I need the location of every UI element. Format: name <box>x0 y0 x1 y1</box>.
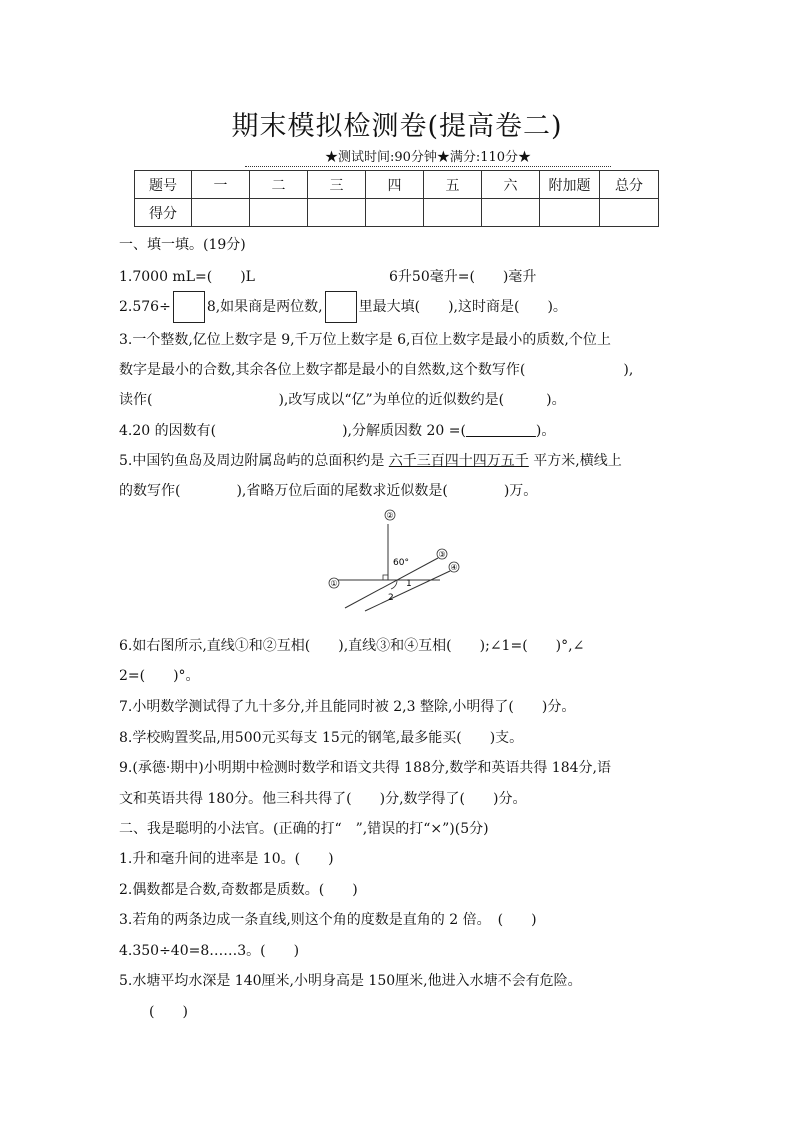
table-cell: 得分 <box>135 199 192 227</box>
table-cell: 附加题 <box>540 171 600 199</box>
question-4 <box>119 422 555 440</box>
label-line-3: ③ <box>438 550 446 559</box>
score-cell[interactable] <box>192 199 250 227</box>
question-6-line-2: 2=( )°。 <box>119 668 200 684</box>
question-text: 5.中国钓鱼岛及周边附属岛屿的总面积约是 <box>119 453 389 469</box>
question-1a: 1.7000 mL=( )L <box>119 269 255 285</box>
table-cell: 四 <box>366 171 424 199</box>
question-3-line-1: 3.一个整数,亿位上数字是 9,千万位上数字是 6,百位上数字是最小的质数,个位上 <box>119 332 611 348</box>
answer-blank[interactable] <box>466 423 536 439</box>
angle-60-label: 60° <box>393 558 409 568</box>
right-angle-mark <box>383 575 388 580</box>
line-4 <box>365 571 450 611</box>
score-cell[interactable] <box>424 199 482 227</box>
judge-question-3: 3.若角的两条边成一条直线,则这个角的度数是直角的 2 倍。 ( ) <box>119 912 537 928</box>
page-title: 期末模拟检测卷(提高卷二) <box>231 111 563 142</box>
table-cell: 题号 <box>135 171 192 199</box>
judge-question-5: 5.水塘平均水深是 140厘米,小明身高是 150厘米,他进入水塘不会有危险。 <box>119 973 582 989</box>
question-3-line-2: 数字是最小的合数,其余各位上数字都是最小的自然数,这个数写作( ), <box>119 362 634 378</box>
label-line-2: ② <box>386 511 394 520</box>
score-cell[interactable] <box>600 199 659 227</box>
question-6-line-1: 6.如右图所示,直线①和②互相( ),直线③和④互相( );∠1=( )°,∠ <box>119 638 585 654</box>
table-cell: 一 <box>192 171 250 199</box>
question-5-line-1 <box>119 452 622 470</box>
question-9-line-1: 9.(承德·期中)小明期中检测时数学和语文共得 188分,数学和英语共得 184分,语 <box>119 760 611 776</box>
question-text: 2.576÷ <box>119 299 171 315</box>
angle-1-label: 1 <box>406 579 412 589</box>
question-7: 7.小明数学测试得了九十多分,并且能同时被 2,3 整除,小明得了( )分。 <box>119 699 576 715</box>
angle-figure <box>325 505 465 615</box>
question-3-line-3: 读作( ),改写成以“亿”为单位的近似数约是( )。 <box>119 392 566 408</box>
question-text: )。 <box>535 423 556 439</box>
judge-question-1: 1.升和毫升间的进率是 10。( ) <box>119 851 334 867</box>
score-cell[interactable] <box>308 199 366 227</box>
table-cell: 五 <box>424 171 482 199</box>
answer-parentheses[interactable]: ( ) <box>149 1004 188 1020</box>
score-table <box>134 170 659 227</box>
question-5-line-2: 的数写作( ),省略万位后面的尾数求近似数是( )万。 <box>119 483 538 499</box>
question-text: 4.20 的因数有( ),分解质因数 20 =( <box>119 423 466 439</box>
question-2 <box>119 291 567 323</box>
question-text: 8,如果商是两位数, <box>206 299 323 315</box>
table-cell: 三 <box>308 171 366 199</box>
score-cell[interactable] <box>540 199 600 227</box>
answer-box[interactable] <box>325 291 357 323</box>
judge-question-2: 2.偶数都是合数,奇数都是质数。( ) <box>119 882 358 898</box>
score-cell[interactable] <box>482 199 540 227</box>
label-line-4: ④ <box>450 563 458 572</box>
exam-info: ★测试时间:90分钟★满分:110分★ <box>245 151 611 167</box>
score-table-header-row <box>135 171 659 199</box>
label-line-1: ① <box>330 579 338 588</box>
judge-question-4: 4.350÷40=8……3。( ) <box>119 943 300 959</box>
table-cell: 二 <box>250 171 308 199</box>
section-1-header: 一、填一填。(19分) <box>119 237 246 253</box>
section-2-header: 二、我是聪明的小法官。(正确的打“ ”,错误的打“×”)(5分) <box>119 821 489 837</box>
score-table-score-row <box>135 199 659 227</box>
question-1b: 6升50毫升=( )毫升 <box>389 269 537 285</box>
score-cell[interactable] <box>366 199 424 227</box>
question-8: 8.学校购置奖品,用500元买每支 15元的钢笔,最多能买( )支。 <box>119 730 524 746</box>
question-text: 里最大填( ),这时商是( )。 <box>358 299 567 315</box>
table-cell: 总分 <box>600 171 659 199</box>
question-9-line-2: 文和英语共得 180分。他三科共得了( )分,数学得了( )分。 <box>119 791 527 807</box>
table-cell: 六 <box>482 171 540 199</box>
underlined-number: 六千三百四十四万五千 <box>388 453 529 469</box>
angle-2-label: 2 <box>388 593 394 603</box>
answer-box[interactable] <box>173 291 205 323</box>
question-text: 平方米,横线上 <box>528 453 622 469</box>
score-cell[interactable] <box>250 199 308 227</box>
